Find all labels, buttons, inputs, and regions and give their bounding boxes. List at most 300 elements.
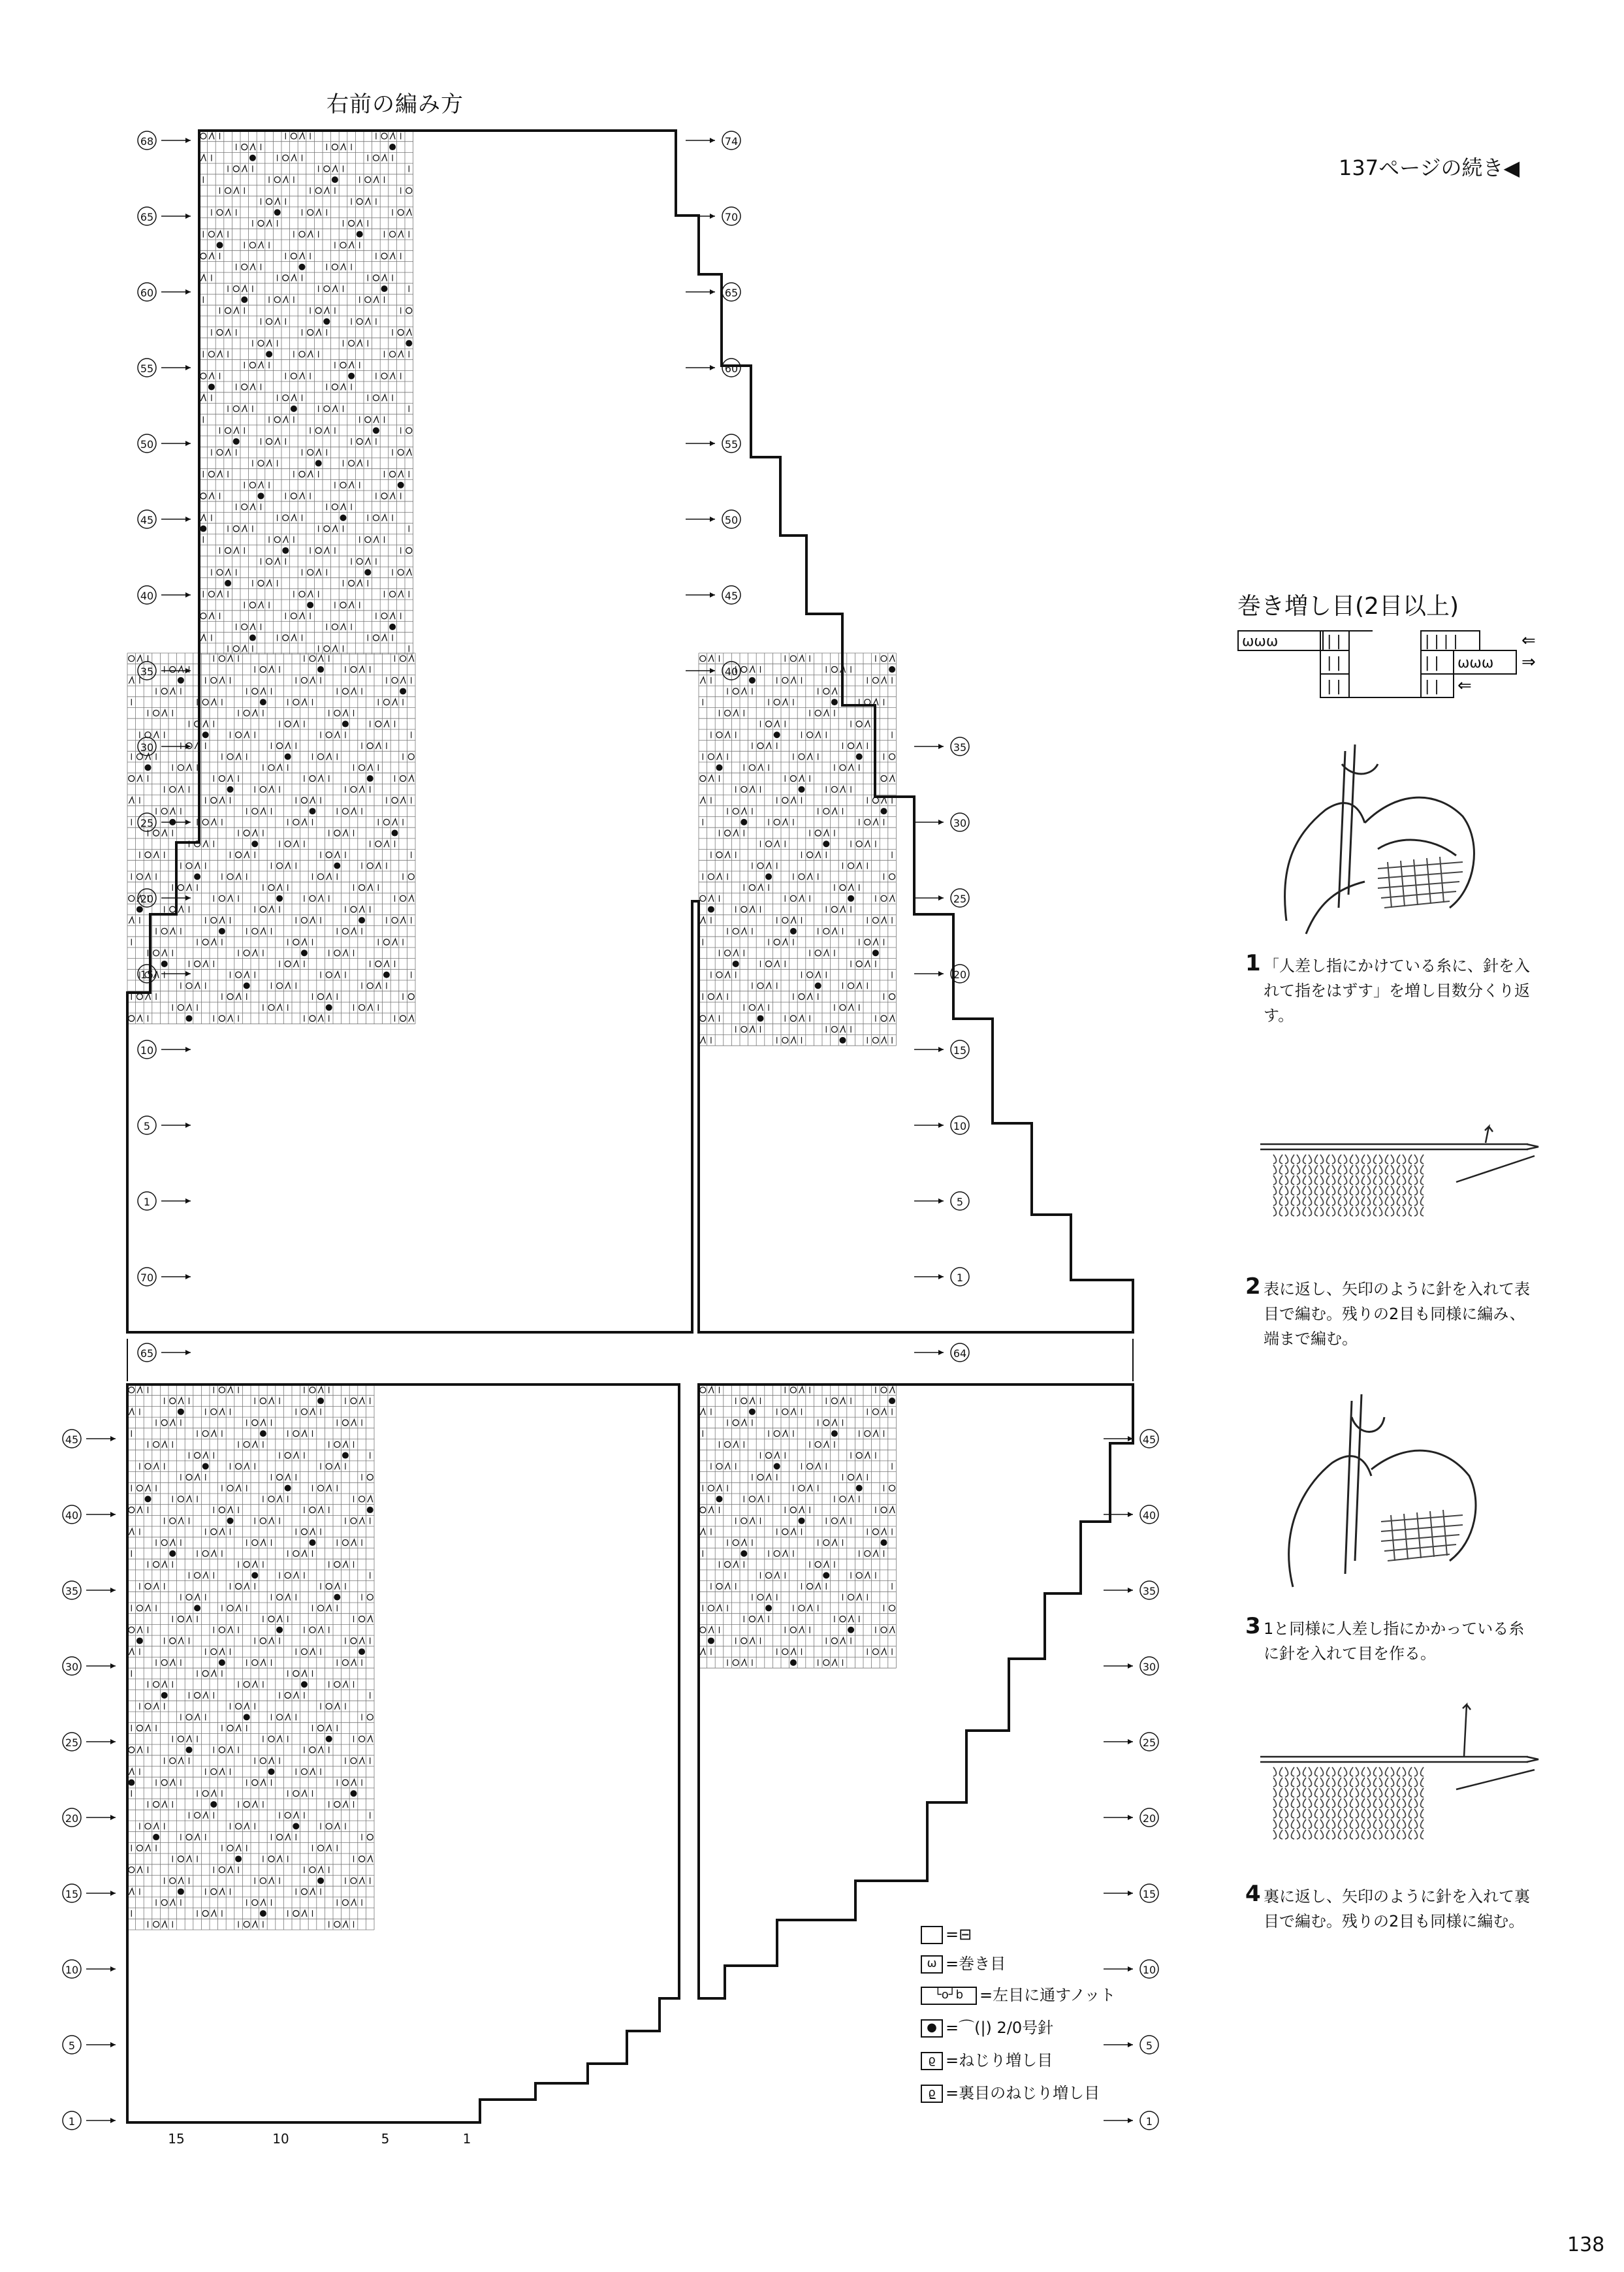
decrease-icon <box>153 852 159 858</box>
decrease-icon <box>261 1899 266 1906</box>
decrease-icon <box>269 1398 274 1404</box>
decrease-icon <box>187 1736 192 1742</box>
yarn-over-icon <box>227 1605 233 1611</box>
decrease-icon <box>211 939 216 946</box>
bobble-dot-icon <box>233 438 240 445</box>
yarn-over-icon <box>258 581 264 586</box>
decrease-icon <box>709 1386 714 1393</box>
decrease-icon <box>266 580 272 586</box>
yarn-over-icon <box>242 144 247 150</box>
yarn-over-icon <box>365 417 371 423</box>
chart-outline-upper <box>127 131 1133 1332</box>
yarn-over-icon <box>741 667 747 673</box>
decrease-icon <box>343 1441 348 1448</box>
row-label-right-lower <box>1104 1733 1158 1751</box>
yarn-over-icon <box>831 1398 837 1404</box>
yarn-over-icon <box>733 928 739 934</box>
yarn-over-icon <box>831 1027 837 1032</box>
bobble-dot-icon <box>708 1637 714 1644</box>
decrease-icon <box>832 928 837 935</box>
yarn-over-icon <box>274 177 280 183</box>
decrease-icon <box>357 340 362 347</box>
yarn-over-icon <box>225 308 231 313</box>
yarn-over-icon <box>790 1627 796 1633</box>
decrease-icon <box>146 1605 151 1611</box>
bobble-dot-icon <box>194 873 200 880</box>
decrease-icon <box>741 1539 746 1546</box>
bobble-dot-icon <box>285 754 291 760</box>
decrease-icon <box>375 863 381 869</box>
yarn-over-icon <box>153 1801 159 1807</box>
yarn-over-icon <box>741 1398 747 1404</box>
yarn-over-icon <box>202 819 208 825</box>
bobble-dot-icon <box>740 1550 747 1557</box>
yarn-over-icon <box>318 1725 324 1731</box>
row-label-right-upper <box>914 1192 969 1210</box>
bobble-dot-icon <box>225 580 231 586</box>
decrease-icon <box>236 1725 241 1731</box>
decrease-icon <box>857 1594 862 1601</box>
yarn-over-icon <box>342 1420 348 1426</box>
legend-purl-twist-inc-text: =裏目のねじり増し目 <box>946 2084 1100 2102</box>
row-label-right-upper <box>686 586 740 604</box>
decrease-icon <box>302 1550 307 1557</box>
decrease-icon <box>857 982 862 989</box>
yarn-over-icon <box>299 472 305 477</box>
decrease-icon <box>873 819 878 825</box>
decrease-icon <box>200 155 206 161</box>
bobble-dot-icon <box>258 492 264 499</box>
yarn-over-icon <box>823 808 829 814</box>
yarn-over-icon <box>268 1736 274 1742</box>
svg-text:55: 55 <box>140 362 154 375</box>
decrease-icon <box>816 852 821 858</box>
row-label-right-lower <box>1104 1884 1158 1902</box>
bobble-dot-icon <box>249 635 256 641</box>
decrease-icon <box>400 917 406 923</box>
yarn-over-icon <box>342 1659 348 1665</box>
yarn-over-icon <box>881 656 887 662</box>
yarn-over-icon <box>359 1496 365 1502</box>
yarn-over-icon <box>357 558 362 564</box>
yarn-over-icon <box>268 1004 274 1010</box>
svg-text:20: 20 <box>1142 1812 1156 1825</box>
yarn-over-icon <box>367 1594 373 1600</box>
yarn-over-icon <box>219 656 225 662</box>
decrease-icon <box>316 449 321 456</box>
svg-text:74: 74 <box>724 135 739 148</box>
decrease-icon <box>277 764 282 771</box>
decrease-icon <box>285 1594 291 1601</box>
step-4-text: 裏に返し、矢印のように針を入れて裏目で編む。残りの2目も同様に編む。 <box>1264 1887 1530 1930</box>
yarn-over-icon <box>881 1507 887 1513</box>
decrease-icon <box>252 1441 257 1448</box>
decrease-icon <box>857 743 862 749</box>
decrease-icon <box>750 1518 755 1524</box>
yarn-over-icon <box>293 1671 299 1676</box>
yarn-over-icon <box>889 1605 895 1611</box>
decrease-icon <box>259 242 264 248</box>
bobble-dot-icon <box>765 873 772 880</box>
row-label-right-upper <box>914 737 969 756</box>
yarn-over-icon <box>392 918 398 923</box>
bobble-dot-icon <box>310 808 316 814</box>
decrease-icon <box>162 1921 167 1928</box>
decrease-icon <box>211 1550 216 1557</box>
decrease-icon <box>252 710 257 716</box>
decrease-icon <box>162 950 167 956</box>
decrease-icon <box>211 699 216 705</box>
decrease-icon <box>293 721 298 728</box>
bobble-dot-icon <box>260 699 266 705</box>
decrease-icon <box>146 754 151 760</box>
decrease-icon <box>359 666 364 673</box>
yarn-over-icon <box>283 275 289 281</box>
decrease-icon <box>146 873 151 880</box>
yarn-over-icon <box>178 1856 183 1862</box>
decrease-icon <box>269 666 274 673</box>
bobble-dot-icon <box>881 1539 887 1546</box>
yarn-over-icon <box>400 895 406 901</box>
decrease-icon <box>359 1637 364 1644</box>
decrease-icon <box>334 1583 340 1590</box>
yarn-over-icon <box>301 1889 307 1895</box>
svg-text:35: 35 <box>953 741 967 754</box>
row-label-right-lower <box>1104 1505 1158 1524</box>
yarn-over-icon <box>277 1834 283 1840</box>
bobble-dot-icon <box>848 895 854 902</box>
decrease-icon <box>392 819 398 825</box>
decrease-icon <box>840 1026 846 1032</box>
bobble-dot-icon <box>276 895 283 902</box>
yarn-over-icon <box>285 841 291 847</box>
bobble-dot-icon <box>765 1605 772 1611</box>
bobble-dot-icon <box>169 1550 176 1557</box>
bobble-dot-icon <box>716 1496 723 1502</box>
yarn-over-icon <box>799 1605 804 1611</box>
yarn-over-icon <box>881 1387 887 1393</box>
yarn-over-icon <box>406 547 412 553</box>
yarn-over-icon <box>268 765 274 771</box>
bobble-dot-icon <box>334 863 340 869</box>
legend-knit <box>921 1923 972 1945</box>
yarn-over-icon <box>242 264 247 270</box>
decrease-icon <box>275 438 280 445</box>
yarn-over-icon <box>236 1583 242 1589</box>
yarn-over-icon <box>367 983 373 989</box>
decrease-icon <box>261 928 266 935</box>
decrease-icon <box>334 731 340 738</box>
decrease-icon <box>359 1757 364 1764</box>
decrease-icon <box>398 471 404 477</box>
bobble-dot-icon <box>136 906 143 912</box>
yarn-over-icon <box>186 863 192 869</box>
yarn-over-icon <box>700 1016 706 1021</box>
decrease-icon <box>343 950 348 956</box>
filled-dot-icon: ● <box>921 2019 943 2038</box>
decrease-icon <box>234 187 239 194</box>
decrease-icon <box>308 231 313 238</box>
svg-text:45: 45 <box>1142 1433 1156 1446</box>
decrease-icon <box>285 863 291 869</box>
decrease-icon <box>129 1648 134 1655</box>
decrease-icon <box>316 209 321 216</box>
decrease-icon <box>244 972 249 978</box>
decrease-icon <box>774 961 780 967</box>
yarn-over-icon <box>807 1583 813 1589</box>
decrease-icon <box>717 1485 722 1492</box>
yarn-over-icon <box>233 406 239 411</box>
decrease-icon <box>365 438 370 445</box>
yarn-over-icon <box>889 1485 895 1491</box>
decrease-icon <box>382 515 387 521</box>
svg-text:1: 1 <box>68 2115 76 2128</box>
decrease-icon <box>823 710 829 716</box>
decrease-icon <box>351 1419 357 1426</box>
chart-lower-right <box>699 1384 896 1668</box>
yarn-over-icon <box>324 646 330 652</box>
decrease-icon <box>334 852 340 858</box>
decrease-icon <box>365 318 370 325</box>
decrease-icon <box>782 939 788 946</box>
decrease-icon <box>351 688 357 694</box>
decrease-icon <box>382 274 387 281</box>
decrease-icon <box>750 666 755 673</box>
yarn-over-icon <box>351 1638 357 1644</box>
yarn-over-icon <box>219 1627 225 1633</box>
yarn-over-icon <box>186 1714 192 1720</box>
yarn-over-icon <box>782 1649 788 1655</box>
yarn-over-icon <box>349 220 355 226</box>
yarn-over-icon <box>367 1714 373 1720</box>
decrease-icon <box>162 1561 167 1568</box>
yarn-over-icon <box>733 688 739 694</box>
row-label-left-upper <box>138 662 191 680</box>
decrease-icon <box>774 1572 780 1578</box>
bobble-dot-icon <box>740 819 747 825</box>
decrease-icon <box>203 1452 208 1459</box>
decrease-icon <box>252 1801 257 1808</box>
yarn-over-icon <box>195 1812 200 1818</box>
decrease-icon <box>170 1659 175 1666</box>
yarn-over-icon <box>274 296 280 302</box>
decrease-icon <box>269 906 274 912</box>
decrease-icon <box>351 1899 357 1906</box>
yarn-over-icon <box>219 1507 225 1513</box>
yarn-over-icon <box>807 852 813 857</box>
decrease-icon <box>266 340 272 347</box>
yarn-over-icon <box>219 895 225 901</box>
decrease-icon <box>259 362 264 368</box>
decrease-icon <box>766 1474 771 1480</box>
bobble-dot-icon <box>210 1801 217 1808</box>
decrease-icon <box>889 775 895 782</box>
yarn-over-icon <box>233 526 239 532</box>
yarn-over-icon <box>790 776 796 782</box>
yarn-over-icon <box>129 776 135 782</box>
yarn-over-icon <box>373 155 379 161</box>
yarn-over-icon <box>716 732 722 738</box>
decrease-icon <box>349 601 354 608</box>
decrease-icon <box>807 873 812 880</box>
svg-text:68: 68 <box>140 135 154 148</box>
decrease-icon <box>234 547 239 554</box>
bobble-dot-icon <box>202 1463 209 1469</box>
yarn-over-icon <box>291 613 296 619</box>
decrease-icon <box>332 645 338 652</box>
svg-text:50: 50 <box>140 438 154 451</box>
chart-upper-right <box>699 653 896 1046</box>
yarn-over-icon <box>381 133 387 139</box>
decrease-icon <box>359 1878 364 1884</box>
decrease-icon <box>324 427 329 434</box>
bobble-dot-icon <box>323 318 330 325</box>
decrease-icon <box>889 1627 895 1633</box>
yarn-over-icon <box>315 187 321 193</box>
bobble-dot-icon <box>749 1409 756 1415</box>
yarn-over-icon <box>153 950 159 956</box>
row-label-right-lower <box>1104 2036 1158 2054</box>
yarn-over-icon <box>202 699 208 705</box>
decrease-icon <box>211 1430 216 1437</box>
yarn-over-icon <box>815 1441 821 1447</box>
decrease-icon <box>261 1539 266 1546</box>
decrease-icon <box>203 1572 208 1578</box>
yarn-over-icon <box>400 656 406 662</box>
decrease-icon <box>219 1409 225 1415</box>
decrease-icon <box>228 1015 233 1021</box>
decrease-icon <box>774 721 780 728</box>
yarn-over-icon <box>202 939 208 945</box>
decrease-icon <box>203 1692 208 1699</box>
decrease-icon <box>343 1681 348 1688</box>
yarn-over-icon <box>757 743 763 748</box>
yarn-over-icon <box>227 1845 233 1851</box>
svg-text:10: 10 <box>65 1964 79 1976</box>
svg-text:25: 25 <box>140 817 154 829</box>
yarn-over-icon <box>406 187 412 193</box>
decrease-icon <box>146 1485 151 1492</box>
decrease-icon <box>700 797 705 803</box>
yarn-over-icon <box>293 1791 299 1797</box>
yarn-over-icon <box>242 504 247 510</box>
yarn-over-icon <box>310 1867 315 1873</box>
yarn-over-icon <box>291 133 296 139</box>
yarn-over-icon <box>383 939 389 945</box>
yarn-over-icon <box>285 961 291 967</box>
decrease-icon <box>137 1015 142 1021</box>
svg-text:1: 1 <box>956 1272 964 1284</box>
yarn-over-icon <box>725 1441 731 1447</box>
svg-text:50: 50 <box>724 514 739 526</box>
yarn-over-icon <box>334 1921 340 1927</box>
decrease-icon <box>882 1409 887 1415</box>
row-label-left-upper <box>138 207 191 225</box>
svg-text:5: 5 <box>1145 2040 1153 2052</box>
bobble-dot-icon <box>799 1518 805 1524</box>
decrease-icon <box>217 231 223 238</box>
yarn-over-icon <box>249 362 255 368</box>
decrease-icon <box>187 1855 192 1862</box>
yarn-over-icon <box>774 699 780 705</box>
decrease-icon <box>291 515 296 521</box>
yarn-over-icon <box>749 1004 755 1010</box>
decrease-icon <box>326 993 332 1000</box>
decrease-icon <box>178 1518 183 1524</box>
decrease-icon <box>791 1037 796 1044</box>
row-label-right-upper <box>686 283 740 301</box>
yarn-over-icon <box>268 885 274 891</box>
decrease-icon <box>758 884 763 891</box>
decrease-icon <box>750 786 755 793</box>
decrease-icon <box>178 1398 183 1404</box>
yarn-over-icon <box>310 1387 315 1393</box>
decrease-icon <box>277 1004 282 1011</box>
decrease-icon <box>799 1386 804 1393</box>
yarn-over-icon <box>390 351 396 357</box>
decrease-icon <box>137 1386 142 1393</box>
yarn-over-icon <box>365 537 371 543</box>
decrease-icon <box>368 764 373 771</box>
yarn-over-icon <box>161 1659 167 1665</box>
decrease-icon <box>725 1463 730 1469</box>
decrease-icon <box>285 743 291 749</box>
yarn-over-icon <box>840 1004 846 1010</box>
decrease-icon <box>178 666 183 673</box>
yarn-over-icon <box>186 983 192 989</box>
svg-text:10: 10 <box>1142 1964 1156 1976</box>
yarn-over-icon <box>700 895 706 901</box>
yarn-over-icon <box>260 1518 266 1524</box>
yarn-over-icon <box>195 1452 200 1458</box>
yarn-over-icon <box>170 786 176 792</box>
yarn-over-icon <box>766 961 772 967</box>
yarn-over-icon <box>227 1485 233 1491</box>
yarn-over-icon <box>334 1441 340 1447</box>
yarn-over-icon <box>293 1431 299 1437</box>
yarn-over-icon <box>340 362 346 368</box>
svg-text:10: 10 <box>140 1044 154 1057</box>
bobble-dot-icon <box>708 906 714 912</box>
yarn-over-icon <box>782 1409 788 1415</box>
bobble-dot-icon <box>358 917 365 923</box>
decrease-icon <box>709 895 714 902</box>
yarn-over-icon <box>840 1616 846 1622</box>
yarn-over-icon <box>332 264 338 270</box>
bobble-dot-icon <box>889 1398 895 1404</box>
decrease-icon <box>225 329 231 336</box>
bobble-dot-icon <box>342 1452 349 1459</box>
decrease-icon <box>269 1518 274 1524</box>
decrease-icon <box>733 1441 739 1448</box>
yarn-over-icon <box>308 210 313 216</box>
yarn-over-icon <box>145 852 151 857</box>
bobble-dot-icon <box>872 950 879 956</box>
yarn-over-icon <box>227 754 233 760</box>
yarn-over-icon <box>406 308 412 313</box>
decrease-icon <box>351 1659 357 1666</box>
yarn-over-icon <box>129 895 135 901</box>
decrease-icon <box>146 993 151 1000</box>
row-label-left-lower <box>63 1505 116 1524</box>
yarn-over-icon <box>308 569 313 575</box>
bobble-dot-icon <box>823 1572 829 1578</box>
yarn-over-icon <box>219 776 225 782</box>
yarn-over-icon <box>136 994 142 1000</box>
yarn-over-icon <box>367 1474 373 1480</box>
yarn-over-icon <box>807 732 813 738</box>
row-label-left-upper <box>138 510 191 528</box>
